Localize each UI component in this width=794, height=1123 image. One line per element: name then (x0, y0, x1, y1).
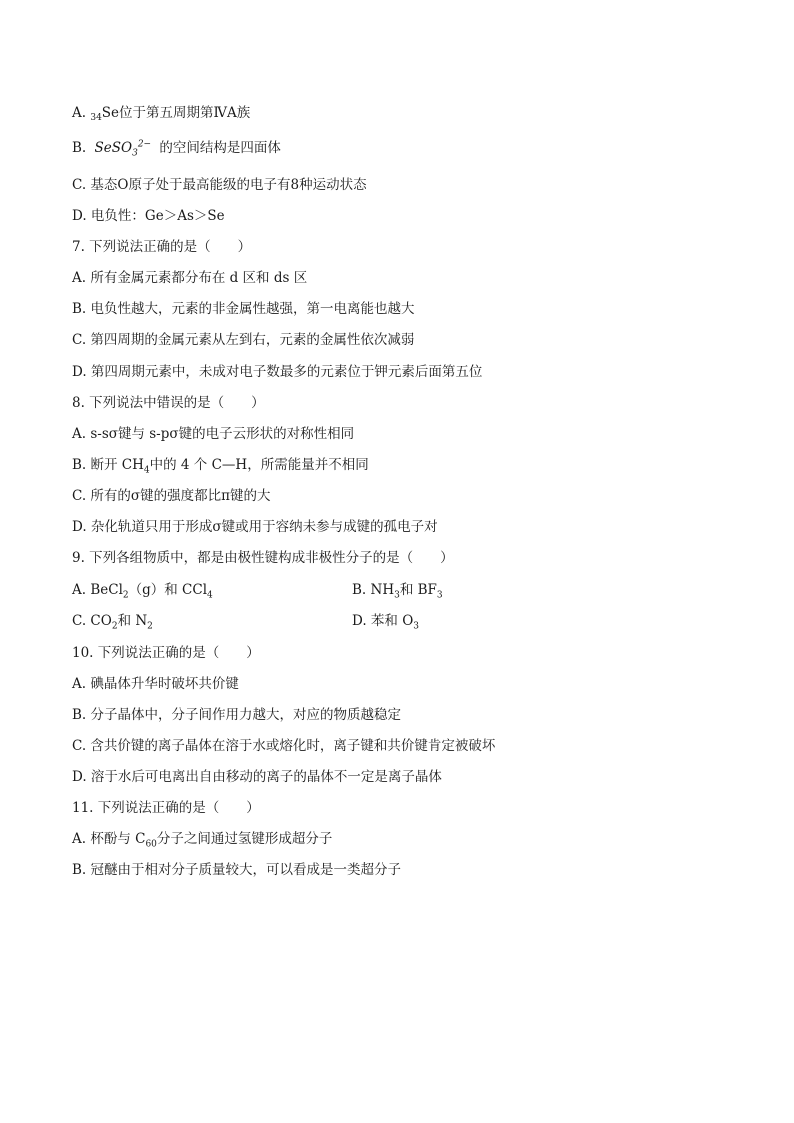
question-7: 7. 下列说法正确的是（ ） (72, 239, 252, 255)
option-text-mid: （g）和 CCl (128, 582, 208, 598)
option-10d: D. 溶于水后可电离出自由移动的离子的晶体不一定是离子晶体 (72, 769, 442, 785)
option-6b (72, 139, 281, 157)
option-10a: A. 碘晶体升华时破坏共价键 (72, 676, 239, 692)
option-text-start: B. NH (352, 582, 395, 598)
subscript: 4 (207, 590, 213, 601)
subscript: 4 (143, 465, 150, 476)
option-9a (72, 581, 213, 599)
subscript: 60 (145, 839, 157, 850)
question-10: 10. 下列说法正确的是（ ） (72, 645, 260, 661)
option-text-start: C. CO (72, 613, 112, 629)
option-7d: D. 第四周期元素中，未成对电子数最多的元素位于钾元素后面第五位 (72, 364, 483, 380)
question-9: 9. 下列各组物质中，都是由极性键构成非极性分子的是（ ） (72, 550, 454, 566)
question-11: 11. 下列说法正确的是（ ） (72, 800, 260, 816)
option-text-start: A. 杯酚与 C (72, 831, 146, 847)
option-7c: C. 第四周期的金属元素从左到右，元素的金属性依次减弱 (72, 332, 415, 348)
subscript: 2 (111, 621, 118, 632)
option-6c: C. 基态O原子处于最高能级的电子有8种运动状态 (72, 177, 367, 193)
option-7b: B. 电负性越大，元素的非金属性越强，第一电离能也越大 (72, 301, 415, 317)
subscript: 3 (394, 590, 400, 601)
option-10b: B. 分子晶体中，分子间作用力越大，对应的物质越稳定 (72, 707, 402, 723)
option-11b: B. 冠醚由于相对分子质量较大，可以看成是一类超分子 (72, 862, 402, 878)
option-text: 的空间结构是四面体 (155, 140, 281, 156)
option-text-start: B. 断开 CH (72, 457, 144, 473)
option-text-mid: 和 BF (399, 582, 437, 598)
option-10c: C. 含共价键的离子晶体在溶于水或熔化时，离子键和共价键肯定被破坏 (72, 738, 496, 754)
subscript: 3 (436, 590, 443, 601)
option-6d: D. 电负性：Ge＞As＞Se (72, 208, 225, 224)
subscript: 3 (413, 621, 420, 632)
option-text-end: 中的 4 个 C—H，所需能量并不相同 (149, 457, 369, 473)
selenosulfate-formula (94, 139, 152, 159)
option-text-mid: 和 N (117, 613, 148, 629)
formula-main: SeSO (94, 140, 133, 156)
option-8c: C. 所有的σ键的强度都比π键的大 (72, 488, 271, 504)
formula-charge: 2− (137, 139, 152, 150)
formula-subscript: 3 (132, 148, 138, 159)
option-label: A. (72, 105, 91, 121)
option-text-start: D. 苯和 O (352, 613, 414, 629)
atomic-number: 34 (90, 113, 102, 123)
option-8a: A. s-sσ键与 s-pσ键的电子云形状的对称性相同 (72, 426, 355, 442)
option-6a (72, 104, 250, 127)
option-8b (72, 456, 369, 474)
option-9c (72, 612, 153, 630)
option-9b (352, 581, 443, 599)
question-8: 8. 下列说法中错误的是（ ） (72, 395, 265, 411)
option-8d: D. 杂化轨道只用于形成σ键或用于容纳未参与成键的孤电子对 (72, 519, 438, 535)
subscript: 2 (122, 590, 129, 601)
option-text-start: A. BeCl (72, 582, 123, 598)
option-7a: A. 所有金属元素都分布在 d 区和 ds 区 (72, 270, 308, 286)
option-9d (352, 612, 419, 630)
subscript: 2 (147, 621, 153, 632)
option-text: Se位于第五周期第ⅣA族 (101, 105, 251, 121)
option-11a (72, 830, 332, 848)
option-text-end: 分子之间通过氢键形成超分子 (156, 831, 333, 847)
option-label: B. (72, 140, 91, 156)
